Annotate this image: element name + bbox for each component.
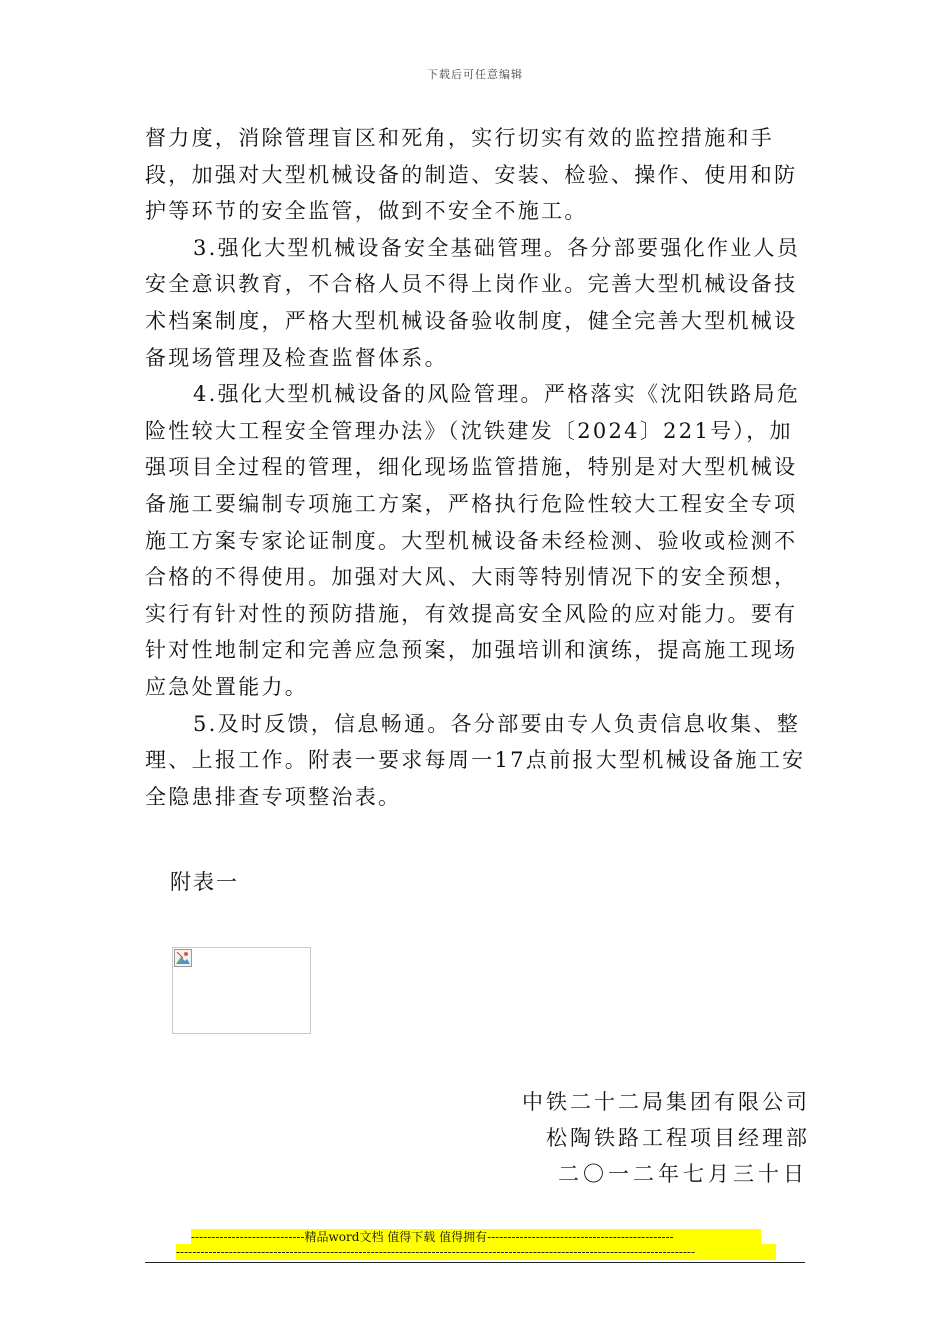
paragraph-item-5: 5.及时反馈，信息畅通。各分部要由专人负责信息收集、整理、上报工作。附表一要求每周一17点前报大型机械设备施工安全隐患排查专项整治表。: [145, 711, 806, 809]
header-note: 下载后可任意编辑: [427, 68, 523, 81]
signature-date: 二〇一二年七月三十日: [558, 1162, 808, 1186]
paragraph-continued: 督力度，消除管理盲区和死角，实行切实有效的监控措施和手段，加强对大型机械设备的制造、安装、检验、操作、使用和防护等环节的安全监管，做到不安全不施工。: [145, 126, 798, 224]
body-text: [145, 120, 810, 815]
footer-dash-line: --------------------------------------------------------------------------------------------------------------------------------: [176, 1244, 776, 1260]
attachment-image-placeholder: [172, 947, 311, 1034]
paragraph-item-3: 3.强化大型机械设备安全基础管理。各分部要强化作业人员安全意识教育，不合格人员不得上岗作业。完善大型机械设备技术档案制度，严格大型机械设备验收制度，健全完善大型机械设备现场管理及检查监督体系。: [145, 235, 801, 370]
signature-block: [500, 1084, 810, 1192]
signature-company: 中铁二十二局集团有限公司: [522, 1090, 810, 1114]
broken-image-icon: [174, 949, 192, 967]
signature-department: 松陶铁路工程项目经理部: [546, 1126, 810, 1150]
footer-divider: [145, 1262, 805, 1263]
attachment-label: 附表一: [170, 870, 239, 894]
paragraph-item-4: 4.强化大型机械设备的风险管理。严格落实《沈阳铁路局危险性较大工程安全管理办法》（沈铁建发〔2024〕221号），加强项目全过程的管理，细化现场监管措施，特别是对大型机械设备施工要编制专项施工方案，严格执行危险性较大工程安全专项施工方案专家论证制度。大型机械设备未经检测、验收或检测不合格的不得使用。加强对大风、大雨等特别情况下的安全预想，实行有针对性的预防措施，有效提高安全风险的应对能力。要有针对性地制定和完善应急预案，加强培训和演练，提高施工现场应急处置能力。: [145, 382, 801, 699]
footer-banner: ----------------------------精品word文档 值得下载 值得拥有----------------------------------------------: [191, 1229, 761, 1246]
